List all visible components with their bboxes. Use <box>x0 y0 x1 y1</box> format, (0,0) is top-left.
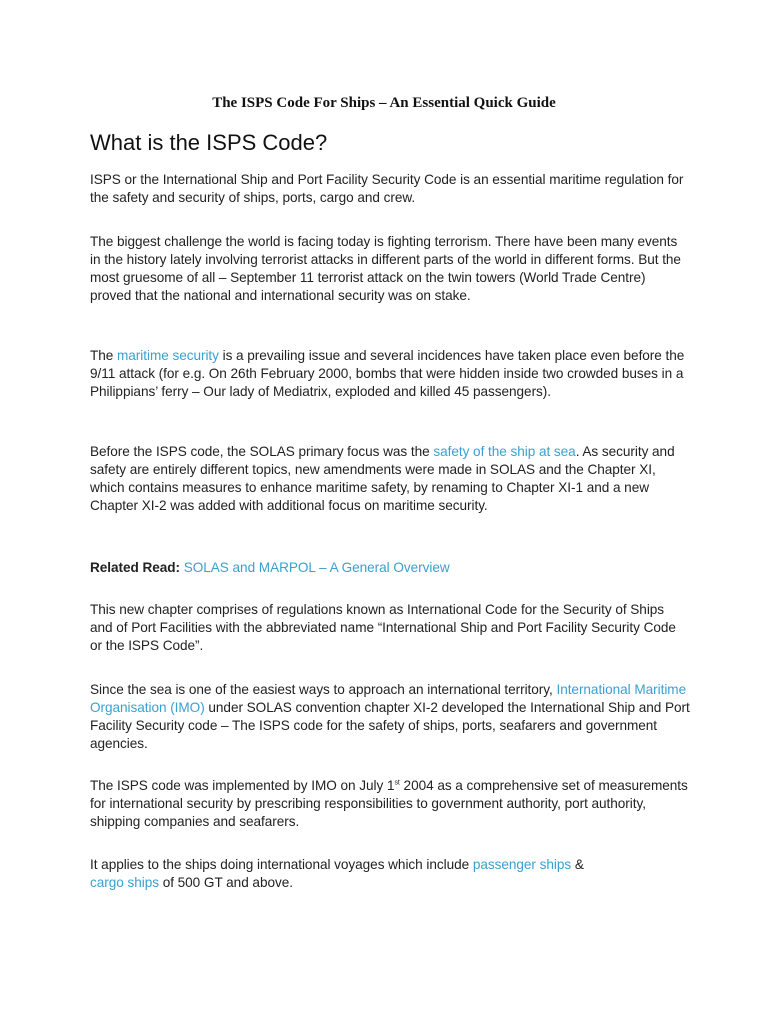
paragraph-text: The <box>90 348 118 363</box>
paragraph-text: 2004 as a comprehensive set of measurements for international security by prescribing responsibilities to government authority, port authority, shipping companies and seafarers. <box>90 778 688 829</box>
paragraph-new-chapter: This new chapter comprises of regulations known as International Code for the Security of Ships and of Port Facilities with the abbreviated name “International Ship and Port Facility Security Code or the ISPS Code”. <box>90 602 676 653</box>
passenger-ships-link[interactable]: passenger ships <box>472 857 572 872</box>
section-heading: What is the ISPS Code? <box>90 130 328 155</box>
related-read-label: Related Read: <box>90 560 180 575</box>
paragraph-text: of 500 GT and above. <box>158 875 293 890</box>
related-read <box>90 559 690 577</box>
paragraph-imo <box>90 681 690 753</box>
paragraph-implementation <box>90 777 690 831</box>
paragraph-text: . As security and safety are entirely different topics, new amendments were made in SOLAS and the Chapter XI, which contains measures to enhance maritime safety, by renaming to Chapter XI-1 and a new Chapter XI-2 was added with additional focus on maritime security. <box>90 444 675 513</box>
ordinal-suffix: st <box>394 779 400 787</box>
paragraph-text: under SOLAS convention chapter XI-2 developed the International Ship and Port Facility Security code – The ISPS code for the safety of ships, ports, seafarers and government agencies. <box>90 700 690 751</box>
safety-of-ship-link[interactable]: safety of the ship at sea <box>433 444 576 459</box>
paragraph-intro: ISPS or the International Ship and Port Facility Security Code is an essential maritime regulation for the safety and security of ships, ports, cargo and crew. <box>90 172 684 205</box>
paragraph-text: It applies to the ships doing international voyages which include <box>90 857 473 872</box>
paragraph-maritime-security <box>90 347 690 401</box>
paragraph-terrorism: The biggest challenge the world is facing today is fighting terrorism. There have been many events in the history lately involving terrorist attacks in different parts of the world in different forms. But the most gruesome of all – September 11 terrorist attack on the twin towers (World Trade Centre) proved that the national and international security was on stake. <box>90 234 681 303</box>
paragraph-text: Since the sea is one of the easiest ways to approach an international territory, <box>90 682 557 697</box>
paragraph-text: is a prevailing issue and several incidences have taken place even before the 9/11 attack (for e.g. On 26th February 2000, bombs that were hidden inside two crowded buses in a Philippians’ ferry – Our lady of Mediatrix, exploded and killed 45 passengers). <box>90 348 685 399</box>
cargo-ships-link[interactable]: cargo ships <box>90 875 159 890</box>
paragraph-text: & <box>571 857 584 872</box>
paragraph-text: The ISPS code was implemented by IMO on July 1 <box>90 778 395 793</box>
document-title: The ISPS Code For Ships – An Essential Quick Guide <box>212 95 556 111</box>
paragraph-text: Before the ISPS code, the SOLAS primary focus was the <box>90 444 434 459</box>
maritime-security-link[interactable]: maritime security <box>117 348 219 363</box>
paragraph-solas <box>90 443 690 515</box>
imo-link[interactable]: International Maritime Organisation (IMO) <box>90 682 687 715</box>
paragraph-applies <box>90 856 690 892</box>
solas-marpol-link[interactable]: SOLAS and MARPOL – A General Overview <box>183 560 450 575</box>
